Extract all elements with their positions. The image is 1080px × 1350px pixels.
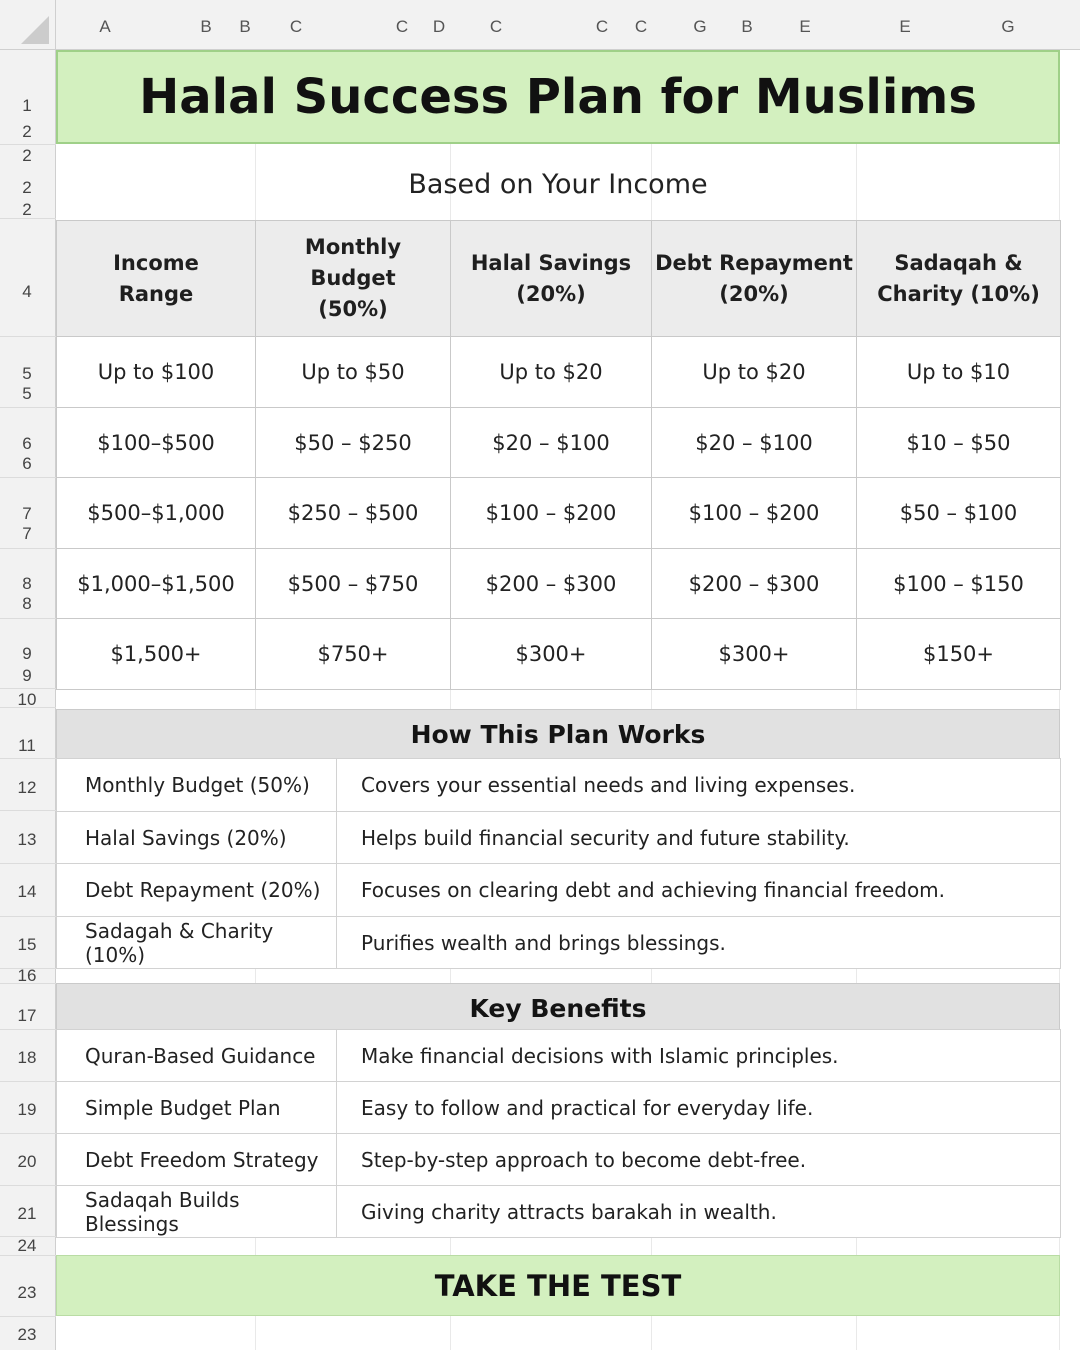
column-header[interactable]: C: [489, 17, 503, 36]
table-cell[interactable]: Up to $10: [857, 337, 1061, 408]
table-cell[interactable]: Make financial decisions with Islamic principles.: [337, 1030, 1061, 1082]
column-header[interactable]: B: [741, 17, 753, 36]
header-sadaqah-charity: Sadaqah & Charity (10%): [877, 250, 1040, 306]
row-header[interactable]: 18: [17, 1048, 37, 1067]
key-benefits-heading: Key Benefits: [469, 993, 647, 1023]
row-separator: [0, 916, 56, 917]
take-the-test-label: TAKE THE TEST: [434, 1268, 682, 1303]
how-it-works-heading: How This Plan Works: [410, 719, 706, 749]
table-cell[interactable]: Step-by-step approach to become debt-free.: [337, 1134, 1061, 1186]
table-cell[interactable]: $50 – $100: [857, 478, 1061, 549]
row-separator: [0, 1029, 56, 1030]
table-cell[interactable]: Purifies wealth and brings blessings.: [337, 917, 1061, 969]
row-header[interactable]: 2: [22, 122, 32, 141]
key-benefits-heading-cell[interactable]: [56, 983, 1060, 1033]
income-plan-table: [56, 220, 1061, 690]
subtitle-cell[interactable]: [56, 150, 1060, 218]
how-it-works-heading-cell[interactable]: [56, 709, 1060, 759]
row-header[interactable]: 19: [17, 1100, 37, 1119]
row-header[interactable]: 21: [17, 1204, 37, 1223]
table-row: [57, 549, 1061, 619]
row-header[interactable]: 9: [22, 666, 32, 685]
table-cell[interactable]: $100 – $200: [451, 478, 652, 549]
column-header[interactable]: G: [693, 17, 707, 36]
header-halal-savings: Halal Savings (20%): [470, 250, 632, 306]
column-header[interactable]: E: [899, 17, 911, 36]
table-cell[interactable]: Simple Budget Plan: [57, 1082, 337, 1134]
table-cell[interactable]: Giving charity attracts barakah in wealth.: [337, 1186, 1061, 1238]
row-separator: [0, 968, 56, 969]
take-the-test-cell[interactable]: [56, 1255, 1060, 1316]
row-header[interactable]: 14: [17, 882, 37, 901]
column-header[interactable]: C: [289, 17, 303, 36]
header-cell[interactable]: [652, 221, 857, 337]
table-cell[interactable]: $10 – $50: [857, 408, 1061, 478]
row-header[interactable]: 13: [17, 830, 37, 849]
row-header[interactable]: 5: [22, 384, 32, 403]
row-separator: [0, 618, 56, 619]
table-cell[interactable]: $300+: [451, 619, 652, 690]
table-row: [57, 337, 1061, 408]
table-cell[interactable]: $200 – $300: [451, 549, 652, 619]
row-header[interactable]: 24: [17, 1236, 37, 1255]
header-cell[interactable]: [857, 221, 1061, 337]
row-header[interactable]: 2: [22, 178, 32, 197]
row-separator: [0, 810, 56, 811]
row-separator: [0, 1133, 56, 1134]
table-cell[interactable]: Halal Savings (20%): [57, 812, 337, 864]
row-separator: [0, 1316, 56, 1317]
table-cell[interactable]: $150+: [857, 619, 1061, 690]
sheet-title: Halal Success Plan for Muslims: [139, 69, 977, 125]
row-header[interactable]: 4: [22, 282, 32, 301]
table-cell[interactable]: Easy to follow and practical for everyday life.: [337, 1082, 1061, 1134]
row-header[interactable]: 10: [17, 690, 37, 709]
table-cell[interactable]: $300+: [652, 619, 857, 690]
table-cell[interactable]: $250 – $500: [256, 478, 451, 549]
table-cell[interactable]: Monthly Budget (50%): [57, 759, 337, 812]
row-separator: [0, 1255, 56, 1256]
table-row: [57, 1082, 1061, 1134]
table-row: [57, 478, 1061, 549]
row-separator: [0, 688, 56, 689]
row-header[interactable]: 16: [17, 966, 37, 985]
row-header[interactable]: 20: [17, 1152, 37, 1171]
header-income-range: Income Range: [113, 250, 199, 306]
header-monthly-budget: Monthly Budget (50%): [304, 235, 402, 321]
header-debt-repayment: Debt Repayment (20%): [655, 250, 853, 306]
column-header[interactable]: C: [634, 17, 648, 36]
row-header[interactable]: 2: [22, 200, 32, 219]
row-header[interactable]: 12: [17, 778, 37, 797]
table-cell[interactable]: Sadagah & Charity (10%): [57, 917, 337, 969]
table-cell[interactable]: Debt Repayment (20%): [57, 864, 337, 917]
table-cell[interactable]: $100 – $200: [652, 478, 857, 549]
table-row: [57, 759, 1061, 812]
table-cell[interactable]: $200 – $300: [652, 549, 857, 619]
table-row: [57, 1134, 1061, 1186]
header-cell[interactable]: [57, 221, 256, 337]
table-cell[interactable]: Helps build financial security and future stability.: [337, 812, 1061, 864]
select-all-corner[interactable]: [0, 0, 56, 50]
row-separator: [0, 983, 56, 984]
row-separator: [0, 707, 56, 708]
table-header-row: [57, 221, 1061, 337]
table-row: [57, 917, 1061, 969]
row-header[interactable]: 7: [22, 504, 32, 523]
table-cell[interactable]: Up to $20: [451, 337, 652, 408]
table-cell[interactable]: Debt Freedom Strategy: [57, 1134, 337, 1186]
row-header[interactable]: 8: [22, 574, 32, 593]
row-separator: [0, 477, 56, 478]
how-it-works-table: [56, 758, 1061, 969]
table-cell[interactable]: $100 – $150: [857, 549, 1061, 619]
table-cell[interactable]: Up to $50: [256, 337, 451, 408]
row-header[interactable]: 15: [17, 935, 37, 954]
row-separator: [0, 863, 56, 864]
table-cell[interactable]: $20 – $100: [451, 408, 652, 478]
column-header[interactable]: B: [239, 17, 251, 36]
column-header[interactable]: A: [99, 17, 111, 36]
column-header[interactable]: B: [200, 17, 212, 36]
header-cell[interactable]: [256, 221, 451, 337]
table-cell[interactable]: Up to $100: [57, 337, 256, 408]
row-separator: [0, 144, 56, 145]
column-header[interactable]: E: [799, 17, 811, 36]
table-row: [57, 1030, 1061, 1082]
table-cell[interactable]: $20 – $100: [652, 408, 857, 478]
row-separator: [0, 407, 56, 408]
row-header[interactable]: 7: [22, 524, 32, 543]
column-header[interactable]: C: [395, 17, 409, 36]
row-header[interactable]: 2: [22, 146, 32, 165]
row-separator: [0, 1185, 56, 1186]
table-cell[interactable]: $500 – $750: [256, 549, 451, 619]
column-header[interactable]: G: [1001, 17, 1015, 36]
select-all-icon: [21, 16, 49, 44]
row-header[interactable]: 11: [18, 736, 36, 755]
row-separator: [0, 1236, 56, 1237]
table-cell[interactable]: Up to $20: [652, 337, 857, 408]
column-header[interactable]: D: [432, 17, 446, 36]
table-cell[interactable]: $1,500+: [57, 619, 256, 690]
table-cell[interactable]: $100–$500: [57, 408, 256, 478]
row-separator: [0, 758, 56, 759]
table-cell[interactable]: Covers your essential needs and living expenses.: [337, 759, 1061, 812]
sheet-title-cell[interactable]: [56, 50, 1060, 144]
table-row: [57, 408, 1061, 478]
table-row: [57, 812, 1061, 864]
row-header[interactable]: 1: [22, 96, 32, 115]
row-header[interactable]: 6: [22, 434, 32, 453]
sheet-subtitle: Based on Your Income: [408, 168, 708, 200]
column-header[interactable]: C: [595, 17, 609, 36]
table-cell[interactable]: $50 – $250: [256, 408, 451, 478]
table-cell[interactable]: Quran-Based Guidance: [57, 1030, 337, 1082]
table-cell[interactable]: $750+: [256, 619, 451, 690]
row-header[interactable]: 6: [22, 454, 32, 473]
row-header[interactable]: 9: [22, 644, 32, 663]
table-row: [57, 1186, 1061, 1238]
table-cell[interactable]: Sadaqah Builds Blessings: [57, 1186, 337, 1238]
row-separator: [0, 548, 56, 549]
table-row: [57, 619, 1061, 690]
row-header[interactable]: 23: [17, 1283, 37, 1302]
row-header[interactable]: 17: [17, 1006, 37, 1025]
row-separator: [0, 336, 56, 337]
row-separator: [0, 218, 56, 219]
table-cell[interactable]: Focuses on clearing debt and achieving financial freedom.: [337, 864, 1061, 917]
row-header[interactable]: 8: [22, 594, 32, 613]
row-header[interactable]: 23: [17, 1325, 37, 1344]
table-row: [57, 864, 1061, 917]
table-cell[interactable]: $500–$1,000: [57, 478, 256, 549]
row-separator: [0, 1081, 56, 1082]
table-cell[interactable]: $1,000–$1,500: [57, 549, 256, 619]
header-cell[interactable]: [451, 221, 652, 337]
row-header[interactable]: 5: [22, 364, 32, 383]
key-benefits-table: [56, 1029, 1061, 1238]
